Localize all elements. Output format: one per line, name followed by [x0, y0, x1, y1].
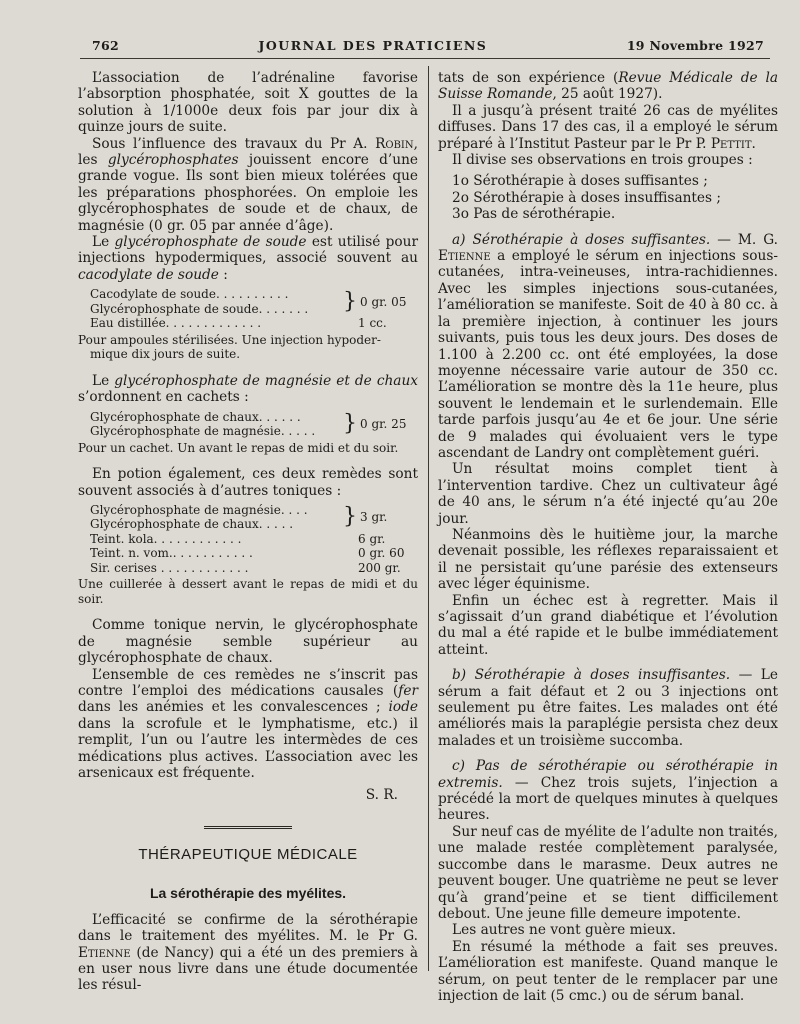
recipe-note: Une cuillerée à dessert avant le repas de midi et du soir. [78, 577, 418, 606]
recipe-quantity: 0 gr. 25 [360, 416, 407, 431]
running-header [92, 38, 764, 53]
list-item: 2o Sérothérapie à doses insuffisantes ; [452, 189, 722, 206]
paragraph-group-c: c) Pas de sérothérapie ou sérothérapie in extremis. — Chez trois sujets, l’injection a précédé la mort de quelques minutes à quelques heures. [438, 758, 778, 824]
paragraph-groupes: Il divise ses observations en trois groupes : [452, 152, 753, 169]
recipe-quantity: 3 gr. [360, 510, 388, 525]
paragraph-group-a: a) Sérothérapie à doses suffisantes. — M. G. Etienne a employé le sérum en injections sous-cutanées, intra-veineuses, intra-rachidiennes. Avec les simples injections sous-cutanées, l’amélioration se manifeste. Soit de 40 à 80 cc. à la première injection, à continuer les jours suivants, puis tous les deux jours. Des doses de 1.100 à 2.200 cc. ont été employées, la dose moyenne nécessaire varie autour de 350 cc. L’amélioration se montre dès la 11e heure, plus souvent le lendemain et le surlendemain. Elle tarde parfois jusqu’au 4e et 6e jour. Une série de 9 malades qui évoluaient vers le type ascendant de Landry ont complètement guéri. [438, 231, 778, 461]
paragraph-echec: Enfin un échec est à regretter. Mais il s’agissait d’un grand diabétique et l’évolution du mal a été rapide et le bulbe immédiatement atteint. [438, 592, 778, 658]
recipe-item: Glycérophosphate de magnésie. . . . [90, 502, 308, 517]
paragraph-efficacite: L’efficacité se confirme de la sérothérapie dans le traitement des myélites. M. le Pr G. Etienne (de Nancy) qui a été un des premiers à en user nous livre dans une étude documentée les résul- [78, 911, 418, 994]
recipe-item: Sir. cerises . . . . . . . . . . . . [90, 560, 249, 575]
right-column [438, 70, 778, 1004]
column-divider [428, 66, 429, 971]
page-number: 762 [92, 38, 119, 53]
paragraph-adrenaline: L’association de l’adrénaline favorise l’absorption phosphatée, soit X gouttes de la solution à 1/1000e deux fois par jour dix à quinze jours de suite. [78, 70, 418, 136]
paragraph-cas: Il a jusqu’à présent traité 26 cas de myélites diffuses. Dans 17 des cas, il a employé le sérum préparé à l’Institut Pasteur par le Pr P. Pettit. [438, 102, 778, 152]
paragraph-group-b: b) Sérothérapie à doses insuffisantes. — Le sérum a fait défaut et 2 ou 3 injections ont seulement pu être faites. Les malades ont été améliorés mais la paraplégie persista chez deux malades et un troisième succomba. [438, 667, 778, 749]
recipe-item: Cacodylate de soude. . . . . . . . . . [90, 287, 289, 302]
header-rule [80, 58, 770, 59]
article-title: La sérothérapie des myélites. [149, 885, 347, 902]
recipe-item: Glycérophosphate de chaux. . . . . . [90, 409, 301, 424]
recipe-item: Glycérophosphate de chaux. . . . . [90, 517, 294, 532]
left-column [78, 70, 418, 994]
recipe-ampoules: Cacodylate de soude. . . . . . . . . . Glycérophosphate de soude. . . . . . . } 0 gr. 05 Eau distillée. . . . . . . . . . . . . 1 cc. [90, 287, 418, 331]
recipe-quantity: 6 gr. [358, 531, 386, 546]
author-signature: S. R. [365, 787, 398, 804]
paragraph-resume: En résumé la méthode a fait ses preuves. L’amélioration est manifeste. Quand manque le sérum, on peut tenter de le remplacer par une injection de lait (5 cmc.) ou de sérum banal. [438, 938, 778, 1004]
recipe-item: Teint. n. vom.. . . . . . . . . . . [90, 546, 253, 561]
paragraph-resultat: Un résultat moins complet tient à l’intervention tardive. Chez un cultivateur âgé de 40 ans, le sérum n’a été injecté qu’au 20e jour. [438, 461, 778, 527]
paragraph-ensemble: L’ensemble de ces remèdes ne s’inscrit pas contre l’emploi des médications causales (fer dans les anémies et les convalescences ; iode dans la scrofule et le lymphatisme, etc.) il remplit, l’un ou l’autre les intermèdes de ces médications plus actives. L’association avec les arsenicaux est fréquente. [78, 666, 418, 782]
paragraph-tonique: Comme tonique nervin, le glycérophosphate de magnésie semble supérieur au glycérophosphate de chaux. [78, 617, 418, 667]
paragraph-soude: Le glycérophosphate de soude est utilisé pour injections hypodermiques, associé souvent au cacodylate de soude : [78, 234, 418, 283]
recipe-potion: Glycérophosphate de magnésie. . . . Glycérophosphate de chaux. . . . . } 3 gr. Teint. kola. . . . . . . . . . . . 6 gr. Teint. n. vom.. . . . . . . . . . . 0 gr. 60 Sir. cerises . . . . . . . . . . . . 200 gr. [90, 503, 418, 576]
paragraph-neanmoins: Néanmoins dès le huitième jour, la marche devenait possible, les réflexes reparaissaient et il ne persistait qu’une parésie des extenseurs avec léger équinisme. [438, 526, 778, 593]
section-title: THÉRAPEUTIQUE MÉDICALE [138, 845, 358, 863]
paragraph-revue: tats de son expérience (Revue Médicale de la Suisse Romande, 25 août 1927). [438, 70, 778, 103]
recipe-note: Pour ampoules stérilisées. Une injection hypoder- mique dix jours de suite. [78, 332, 381, 362]
recipe-item: Glycérophosphate de soude. . . . . . . [90, 301, 309, 316]
recipe-item: Glycérophosphate de magnésie. . . . . [90, 424, 316, 439]
recipe-quantity: 1 cc. [358, 316, 387, 331]
recipe-item: Eau distillée. . . . . . . . . . . . . [90, 316, 262, 331]
recipe-quantity: 0 gr. 05 [360, 294, 407, 309]
paragraph-autres: Les autres ne vont guère mieux. [452, 922, 676, 939]
recipe-cachets: Glycérophosphate de chaux. . . . . . Glycérophosphate de magnésie. . . . . } 0 gr. 25 [90, 410, 418, 439]
recipe-quantity: 0 gr. 60 [358, 546, 405, 561]
paragraph-potion: En potion également, ces deux remèdes sont souvent associés à d’autres toniques : [78, 466, 418, 499]
paragraph-cachets: Le glycérophosphate de magnésie et de chaux s’ordonnent en cachets : [78, 372, 418, 406]
list-item: 1o Sérothérapie à doses suffisantes ; [452, 173, 708, 190]
paragraph-neuf-cas: Sur neuf cas de myélite de l’adulte non traités, une malade restée complètement paralysée, succombe dans le marasme. Deux autres ne peuvent bouger. Une quatrième ne peut se lever qu’à grand’peine et se tient difficilement debout. Une jeune fille demeure impotente. [438, 823, 778, 922]
issue-date: 19 Novembre 1927 [626, 38, 764, 53]
journal-title: JOURNAL DES PRATICIENS [258, 38, 488, 53]
recipe-quantity: 200 gr. [358, 560, 401, 575]
section-divider [204, 826, 292, 829]
list-item: 3o Pas de sérothérapie. [452, 206, 616, 223]
paragraph-robin: Sous l’influence des travaux du Pr A. Robin, les glycérophosphates jouissent encore d’une grande vogue. Ils sont bien mieux tolérées que les préparations phosphorées. On emploie les glycérophosphates de soude et de chaux, de magnésie (0 gr. 05 par année d’âge). [78, 135, 418, 234]
recipe-item: Teint. kola. . . . . . . . . . . . [90, 531, 242, 546]
recipe-note: Pour un cachet. Un avant le repas de midi et du soir. [78, 440, 399, 455]
